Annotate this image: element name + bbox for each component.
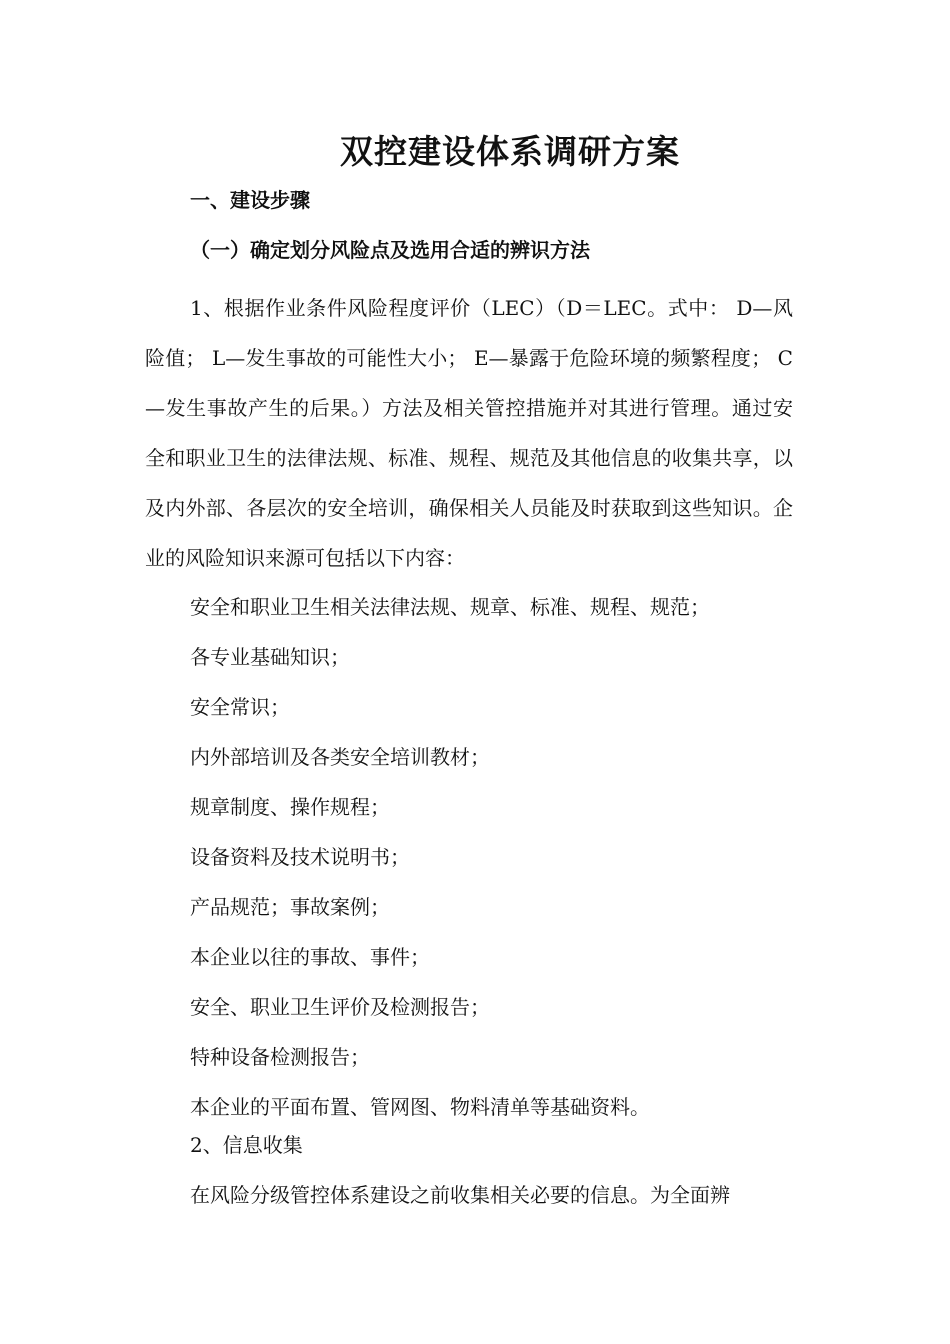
list-item: 设备资料及技术说明书； (190, 845, 410, 869)
subsection-heading-risk-points: （一）确定划分风险点及选用合适的辨识方法 (190, 238, 590, 262)
list-item: 安全常识； (190, 695, 290, 719)
paragraph-information-collection: 在风险分级管控体系建设之前收集相关必要的信息。为全面辨 (190, 1183, 730, 1207)
item-heading-information-collection: 2、信息收集 (190, 1133, 303, 1157)
list-item: 安全、职业卫生评价及检测报告； (190, 995, 490, 1019)
list-item: 安全和职业卫生相关法律法规、规章、标准、规程、规范； (190, 595, 710, 619)
paragraph-lec-method: 1、根据作业条件风险程度评价（LEC）（D＝LEC。式中： D—风险值； L—发生事故的可能性大小； E—暴露于危险环境的频繁程度； C—发生事故产生的后果。）方法及相关管控措施并对其进行管理。通过安全和职业卫生的法律法规、标准、规程、规范及其他信息的收集共享，以及内外部、各层次的安全培训，确保相关人员能及时获取到这些知识。企业的风险知识来源可包括以下内容： (145, 296, 793, 570)
list-item: 产品规范；事故案例； (190, 895, 390, 919)
list-item: 内外部培训及各类安全培训教材； (190, 745, 490, 769)
section-heading-construction-steps: 一、建设步骤 (190, 188, 310, 212)
list-item: 各专业基础知识； (190, 645, 350, 669)
list-item: 本企业以往的事故、事件； (190, 945, 430, 969)
list-item: 本企业的平面布置、管网图、物料清单等基础资料。 (190, 1095, 650, 1119)
list-item: 特种设备检测报告； (190, 1045, 370, 1069)
list-item: 规章制度、操作规程； (190, 795, 390, 819)
knowledge-sources-list (190, 582, 710, 1132)
document-title: 双控建设体系调研方案 (340, 132, 680, 171)
